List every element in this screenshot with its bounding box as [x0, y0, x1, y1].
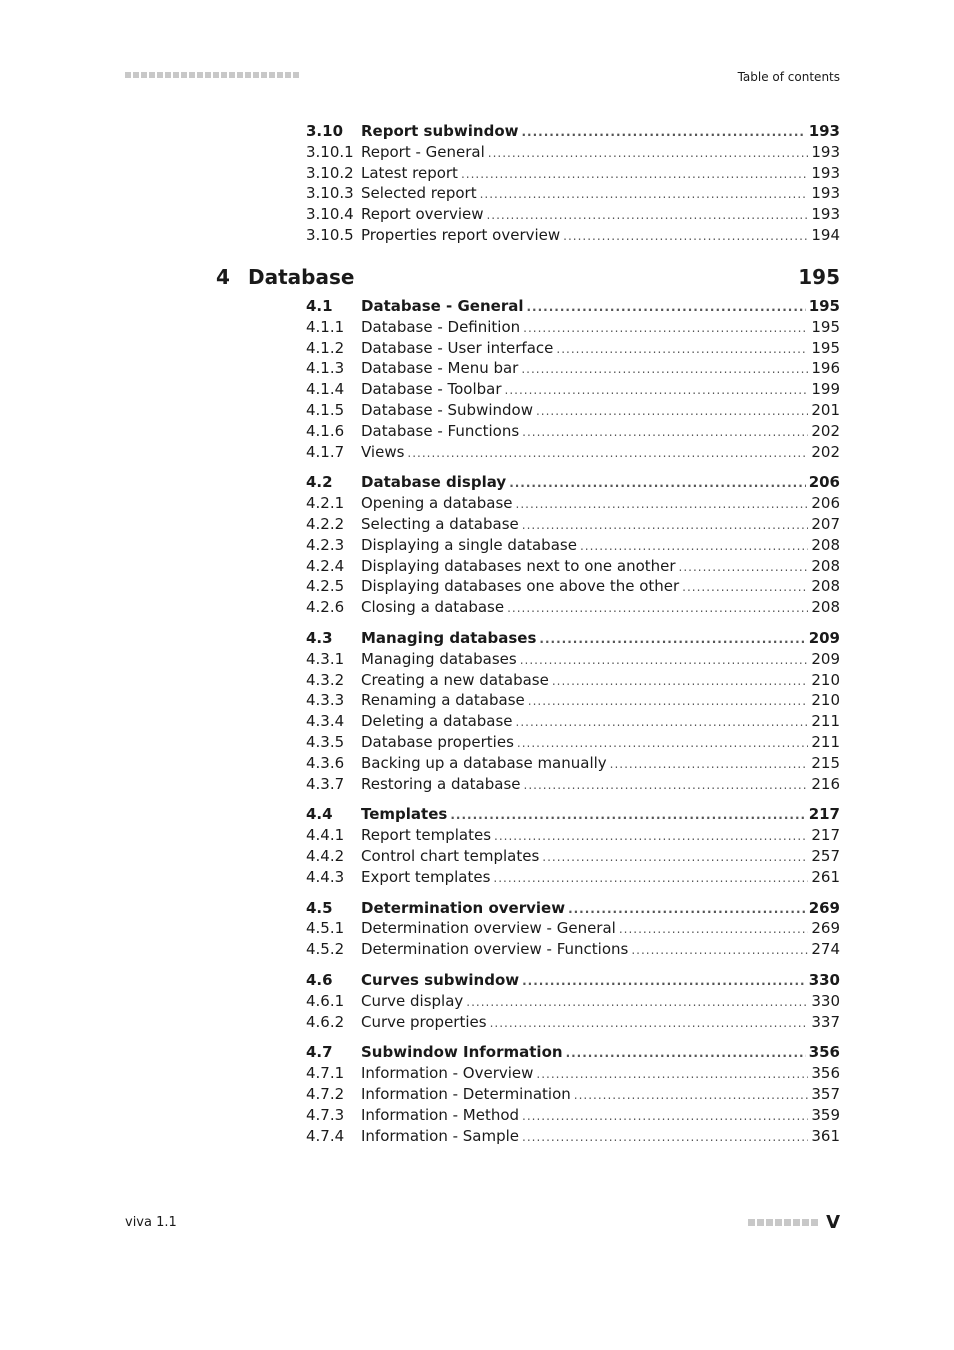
entry-number: 4.2.6 [306, 598, 345, 617]
toc-entry[interactable] [306, 649, 840, 670]
toc-entry[interactable] [306, 846, 840, 867]
dot-leader [528, 691, 809, 712]
entry-page: 199 [811, 380, 840, 399]
entry-page: 210 [811, 691, 840, 710]
toc-entry[interactable] [306, 493, 840, 514]
entry-page: 356 [811, 1064, 840, 1083]
entry-page: 337 [811, 1012, 840, 1031]
entry-page: 193 [811, 184, 840, 203]
entry-page: 208 [811, 556, 840, 575]
entry-title: Templates [361, 805, 448, 824]
entry-title: Displaying databases one above the other [361, 577, 680, 596]
entry-title: Restoring a database [361, 774, 521, 793]
entry-page: 269 [811, 919, 840, 938]
dot-leader [450, 805, 805, 826]
toc-entry[interactable] [306, 1126, 840, 1147]
entry-number: 4.1 [306, 297, 333, 315]
dot-leader [522, 1127, 808, 1148]
entry-page: 211 [811, 733, 840, 751]
entry-number: 4.5 [306, 898, 333, 917]
entry-number: 4.2.5 [306, 577, 345, 596]
entry-title: Database - Toolbar [361, 380, 502, 399]
dot-leader [521, 122, 805, 143]
dot-leader [631, 940, 808, 961]
entry-number: 4.3.5 [306, 733, 345, 751]
toc-entry[interactable] [306, 774, 840, 795]
dot-leader [461, 164, 808, 185]
entry-number: 4.2.1 [306, 494, 345, 513]
entry-title: Database display [361, 473, 507, 492]
entry-page: 208 [811, 598, 840, 617]
dot-leader [580, 536, 808, 557]
entry-number: 4.2.2 [306, 515, 345, 533]
toc-entry[interactable] [306, 1084, 840, 1105]
toc-section-entry[interactable] [306, 628, 840, 649]
toc-entry[interactable] [306, 442, 840, 463]
toc-section-entry[interactable] [306, 1042, 840, 1063]
dot-leader [516, 494, 809, 515]
toc-section-entry[interactable] [306, 296, 840, 317]
entry-number: 4.1.5 [306, 401, 345, 419]
toc-entry[interactable] [306, 358, 840, 379]
entry-number: 3.10.4 [306, 205, 354, 224]
dot-leader [466, 992, 808, 1013]
entry-number: 4.6.1 [306, 991, 345, 1010]
dot-leader [522, 422, 808, 443]
entry-page: 207 [811, 515, 840, 533]
entry-page: 274 [811, 940, 840, 959]
toc-section-entry[interactable] [306, 121, 840, 142]
entry-number: 4.5.1 [306, 919, 345, 938]
header-decoration [125, 72, 299, 78]
entry-number: 4.7.2 [306, 1085, 345, 1103]
dot-leader [522, 1106, 808, 1127]
entry-title: Backing up a database manually [361, 753, 607, 772]
dot-leader [494, 826, 808, 847]
toc-entry[interactable] [306, 514, 840, 535]
entry-number: 4.3.7 [306, 774, 345, 793]
entry-number: 4.4.1 [306, 826, 345, 845]
toc-entry[interactable] [306, 1105, 840, 1126]
toc-entry[interactable] [306, 991, 840, 1012]
entry-title: Curve display [361, 991, 464, 1010]
toc-entry[interactable] [306, 379, 840, 400]
entry-title: Renaming a database [361, 691, 525, 710]
dot-leader [505, 380, 809, 401]
entry-number: 4.3.4 [306, 712, 345, 731]
entry-title: Information - Method [361, 1105, 520, 1124]
entry-page: 193 [808, 122, 840, 140]
entry-title: Database - Definition [361, 317, 521, 336]
toc-entry[interactable] [306, 400, 840, 421]
entry-number: 3.10.1 [306, 142, 354, 161]
entry-number: 4.3.1 [306, 649, 345, 668]
entry-page: 194 [811, 226, 840, 244]
entry-page: 269 [808, 898, 840, 917]
entry-number: 4.3.3 [306, 691, 345, 710]
dot-leader [536, 401, 808, 422]
entry-title: Closing a database [361, 598, 505, 617]
dot-leader [542, 847, 808, 868]
entry-title: Managing databases [361, 649, 517, 668]
toc-entry[interactable] [306, 825, 840, 846]
entry-page: 357 [811, 1085, 840, 1103]
entry-page: 193 [811, 142, 840, 161]
chapter-page: 195 [798, 265, 840, 289]
dot-leader [509, 473, 806, 494]
dot-leader [507, 598, 808, 619]
toc-entry[interactable] [306, 535, 840, 556]
dot-leader [566, 1043, 806, 1064]
entry-number: 4.1.2 [306, 338, 345, 357]
chapter-title: Database [248, 265, 355, 289]
entry-title: Properties report overview [361, 226, 561, 244]
toc-entry[interactable] [306, 867, 840, 888]
toc-entry[interactable] [306, 225, 840, 246]
entry-title: Selecting a database [361, 515, 519, 533]
entry-page: 359 [811, 1105, 840, 1124]
entry-title: Curve properties [361, 1012, 487, 1031]
entry-page: 206 [811, 494, 840, 513]
entry-page: 210 [811, 670, 840, 689]
toc-entry[interactable] [306, 204, 840, 225]
dot-leader [568, 899, 806, 920]
toc-entry[interactable] [306, 732, 840, 753]
toc-entry[interactable] [306, 1063, 840, 1084]
entry-page: 208 [811, 535, 840, 554]
chapter-heading[interactable] [216, 264, 840, 290]
dot-leader [407, 443, 808, 464]
entry-number: 4.3.6 [306, 753, 345, 772]
footer-page [748, 1212, 840, 1233]
entry-title: Latest report [361, 163, 458, 182]
dot-leader [679, 557, 809, 578]
entry-title: Export templates [361, 867, 491, 886]
entry-title: Selected report [361, 184, 477, 203]
dot-leader [539, 629, 805, 650]
toc-entry[interactable] [306, 163, 840, 184]
running-header: Table of contents [737, 70, 840, 84]
dot-leader [574, 1085, 809, 1106]
entry-title: Managing databases [361, 629, 537, 647]
entry-title: Database - General [361, 297, 524, 315]
entry-title: Curves subwindow [361, 971, 520, 989]
dot-leader [517, 733, 808, 754]
entry-title: Determination overview - General [361, 919, 616, 938]
toc-section-entry[interactable] [306, 472, 840, 493]
toc-entry[interactable] [306, 690, 840, 711]
toc-entry[interactable] [306, 183, 840, 204]
entry-page: 193 [811, 163, 840, 182]
entry-page: 195 [811, 317, 840, 336]
entry-number: 4.4.2 [306, 847, 345, 865]
toc-entry[interactable] [306, 670, 840, 691]
entry-title: Determination overview [361, 898, 566, 917]
entry-number: 4.1.1 [306, 317, 345, 336]
entry-page: 356 [808, 1043, 840, 1062]
entry-title: Database - User interface [361, 338, 554, 357]
dot-leader [493, 868, 808, 889]
entry-page: 216 [811, 774, 840, 793]
entry-title: Deleting a database [361, 712, 513, 731]
entry-title: Information - Determination [361, 1085, 571, 1103]
entry-page: 201 [811, 401, 840, 419]
entry-number: 3.10.5 [306, 226, 354, 244]
entry-number: 3.10.3 [306, 184, 354, 203]
entry-number: 4.4 [306, 805, 333, 824]
entry-title: Opening a database [361, 494, 513, 513]
entry-title: Report templates [361, 826, 492, 845]
toc-entry[interactable] [306, 338, 840, 359]
toc-entry[interactable] [306, 1012, 840, 1033]
entry-title: Database - Functions [361, 421, 520, 440]
entry-page: 202 [811, 421, 840, 440]
entry-number: 4.6.2 [306, 1012, 345, 1031]
dot-leader [522, 971, 806, 992]
entry-page: 196 [811, 359, 840, 378]
footer-product: viva 1.1 [125, 1215, 177, 1230]
dot-leader [490, 1013, 809, 1034]
toc-section-entry[interactable] [306, 898, 840, 919]
dot-leader [619, 919, 809, 940]
entry-number: 4.1.6 [306, 421, 345, 440]
entry-page: 257 [811, 847, 840, 865]
entry-number: 4.2.4 [306, 556, 345, 575]
entry-title: Displaying a single database [361, 535, 577, 554]
toc-entry[interactable] [306, 939, 840, 960]
toc-section-entry[interactable] [306, 804, 840, 825]
dot-leader [521, 359, 808, 380]
toc-entry[interactable] [306, 753, 840, 774]
dot-leader [488, 143, 809, 164]
entry-page: 330 [811, 991, 840, 1010]
dot-leader [682, 577, 808, 598]
entry-page: 208 [811, 577, 840, 596]
entry-number: 4.1.7 [306, 442, 345, 461]
toc-entry[interactable] [306, 918, 840, 939]
entry-number: 3.10.2 [306, 163, 354, 182]
dot-leader [536, 1064, 808, 1085]
toc-entry[interactable] [306, 556, 840, 577]
entry-title: Database - Menu bar [361, 359, 519, 378]
dot-leader [523, 318, 808, 339]
entry-page: 195 [811, 338, 840, 357]
entry-title: Report overview [361, 205, 484, 224]
entry-page: 202 [811, 442, 840, 461]
entry-title: Subwindow Information [361, 1043, 563, 1062]
toc-entry[interactable] [306, 421, 840, 442]
entry-number: 4.1.3 [306, 359, 345, 378]
toc-entry[interactable] [306, 711, 840, 732]
entry-number: 4.3 [306, 629, 333, 647]
chapter-number: 4 [216, 265, 230, 289]
entry-title: Report subwindow [361, 122, 519, 140]
entry-number: 4.4.3 [306, 867, 345, 886]
toc-entry[interactable] [306, 576, 840, 597]
entry-page: 217 [811, 826, 840, 845]
entry-title: Information - Sample [361, 1126, 520, 1145]
toc-section-entry[interactable] [306, 970, 840, 991]
entry-page: 261 [811, 867, 840, 886]
entry-page: 211 [811, 712, 840, 731]
entry-title: Control chart templates [361, 847, 540, 865]
entry-title: Determination overview - Functions [361, 940, 629, 959]
dot-leader [552, 671, 809, 692]
entry-number: 4.7.1 [306, 1064, 345, 1083]
entry-number: 4.3.2 [306, 670, 345, 689]
dot-leader [610, 754, 809, 775]
entry-number: 4.1.4 [306, 380, 345, 399]
entry-number: 4.5.2 [306, 940, 345, 959]
dot-leader [527, 297, 806, 318]
entry-page: 209 [808, 629, 840, 647]
entry-number: 4.7.4 [306, 1126, 345, 1145]
entry-page: 361 [811, 1126, 840, 1145]
entry-page: 330 [808, 971, 840, 989]
entry-page: 195 [808, 297, 840, 315]
entry-page: 206 [808, 473, 840, 492]
entry-page: 215 [811, 753, 840, 772]
dot-leader [522, 515, 809, 536]
entry-title: Displaying databases next to one another [361, 556, 676, 575]
dot-leader [520, 650, 809, 671]
entry-page: 209 [811, 649, 840, 668]
entry-number: 3.10 [306, 122, 344, 140]
page-number: V [826, 1212, 840, 1233]
toc-entry[interactable] [306, 317, 840, 338]
entry-number: 4.2 [306, 473, 333, 492]
entry-title: Database - Subwindow [361, 401, 533, 419]
dot-leader [480, 184, 809, 205]
dot-leader [486, 205, 808, 226]
toc-entry[interactable] [306, 597, 840, 618]
entry-number: 4.6 [306, 971, 333, 989]
dot-leader [563, 226, 808, 247]
entry-title: Views [361, 442, 405, 461]
entry-number: 4.2.3 [306, 535, 345, 554]
entry-title: Creating a new database [361, 670, 549, 689]
entry-title: Database properties [361, 733, 514, 751]
entry-number: 4.7 [306, 1043, 333, 1062]
entry-title: Report - General [361, 142, 485, 161]
entry-title: Information - Overview [361, 1064, 534, 1083]
entry-page: 217 [808, 805, 840, 824]
toc-entry[interactable] [306, 142, 840, 163]
entry-page: 193 [811, 205, 840, 224]
dot-leader [556, 339, 808, 360]
dot-leader [516, 712, 809, 733]
entry-number: 4.7.3 [306, 1105, 345, 1124]
dot-leader [524, 775, 809, 796]
